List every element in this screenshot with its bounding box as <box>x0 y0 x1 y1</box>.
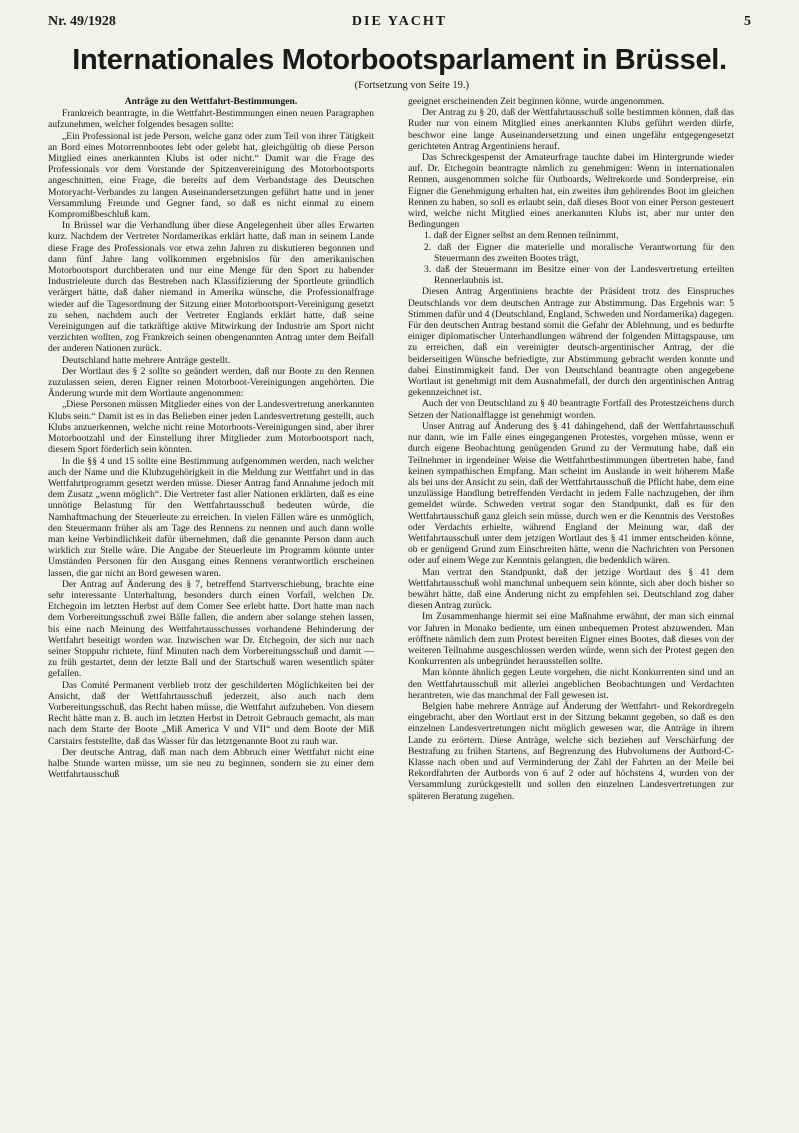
issue-number: Nr. 49/1928 <box>48 14 116 29</box>
paragraph: Frankreich beantragte, in die Wettfahrt-Bestimmungen einen neuen Paragraphen aufzunehmen, welcher folgendes besagen sollte: <box>48 108 374 131</box>
paragraph: Auch der von Deutschland zu § 40 beantragte Fortfall des Protestzeichens durch Setzen der Nationalflagge ist genehmigt worden. <box>408 398 734 421</box>
section-heading: Anträge zu den Wettfahrt-Bestimmungen. <box>124 96 298 107</box>
paragraph: Im Zusammenhange hiermit sei eine Maßnahme erwähnt, der man sich einmal vor Jahren in Monako bediente, um einen unbequemen Protest abzuwenden. Man eröffnete nämlich dem zum Protest bereiten Eigner eines Bootes, daß dieses von der weiteren Teilnahme ausgeschlossen werden würde, wenn sich der Protest gegen den Konkurrenten als unbegründet herausstellen sollte. <box>408 611 734 668</box>
paragraph: Das Comité Permanent verblieb trotz der geschilderten Möglichkeiten bei der Ansicht, daß der Wettfahrtausschuß jederzeit, also auch nach dem Vorbereitungsschuß, das Recht haben müsse, die Wettfahrt aufzuheben. Von diesem Recht hätte man z. B. auch im letzten Herbst in Detroit Gebrauch gemacht, als man nach dem Starte der Boote „Miß America V und VII“ und dem Boote der Miß Carstairs feststellte, daß das Wasser für das letztgenannte Boot zu rauh war. <box>48 679 374 747</box>
magazine-name: DIE YACHT <box>351 14 448 29</box>
paragraph: Der deutsche Antrag, daß man nach dem Abbruch einer Wettfahrt nicht eine halbe Stunde warten müsse, um sie neu zu beginnen, sondern sie zu einer dem Wettfahrtausschuß <box>48 746 374 781</box>
paragraph: „Ein Professional ist jede Person, welche ganz oder zum Teil von ihrer Tätigkeit an Bord eines Motorrennbootes lebt oder gelebt hat, gleichgültig ob diese Person Mitglied eines anerkannten Klubs ist oder nicht.“ Damit war die Frage des Professionals vor dem Vorstande der Spitzenvereinigung des Motorbootsports angeschnitten, eine Frage, die bereits auf dem Verbandstage des Deutschen Motoryacht-Verbandes zu langen Auseinandersetzungen geführt hatte und in jener Versammlung Freunde und Gegner fand, so daß es nicht einmal zu einem Kompromißbeschluß kam. <box>48 130 374 221</box>
page-number: 5 <box>744 14 751 29</box>
paragraph: Der Wortlaut des § 2 sollte so geändert werden, daß nur Boote zu den Rennen zuzulassen seien, deren Eigner reinen Motorboot-Vereinigungen angehörten. Die Änderung wurde mit dem Wortlaute angenommen: <box>48 365 374 400</box>
list-item: 2. daß der Eigner die materielle und moralische Verantwortung für den Steuermann des zweiten Bootes trägt, <box>424 241 734 264</box>
continuation-note: (Fortsetzung von Seite 19.) <box>354 80 469 91</box>
paragraph: Der Antrag zu § 20, daß der Wettfahrtausschuß solle bestimmen können, daß das Ruder nur von einem Mitglied eines anerkannten Klubs geführt werden dürfe, beschwor eine lange Auseinandersetzung und einen ungefähr entgegengesetzt gerichteten Antrag Argentiniens herauf. <box>408 107 734 152</box>
paragraph: Der Antrag auf Änderung des § 7, betreffend Startverschiebung, brachte eine sehr interessante Unterhaltung, besonders durch einen Vorfall, welchen Dr. Etchegoin im letzten Herbst auf dem Comer See erlebt hatte. Dort hatte man nach dem Vorbereitungsschuß zwei Bälle fallen, die andern aber solange stehen lassen, bis eine nach Meinung des Wettfahrtausschusses vorhandene Behinderung der Wettfahrt beseitigt worden war. Inzwischen war Dr. Etchegoin, der sich nur nach seiner Stoppuhr richtete, fünf Minuten nach dem Vorbereitungsschuß und damit — zu früh gestartet, denn der letzte Ball und der Startschuß waren wesentlich später gefallen. <box>48 578 374 680</box>
article-title: Internationales Motorbootsparlament in Brüssel. <box>72 44 727 76</box>
paragraph: Belgien habe mehrere Anträge auf Änderung der Wettfahrt- und Rekordregeln eingebracht, aber den Wortlaut erst in der Sitzung bekannt gegeben, so daß es den einzelnen Landesvertretungen nicht möglich gewesen war, die Anträge in ihrem Lande zu erörtern. Diese Anträge, welche sich beziehen auf Verschärfung der Bestrafung zu frühen Startens, auf Begrenzung des Hubvolumens der Autbord-C-Klasse nach oben und auf Verminderung der Zahl der Fahrten an der Meile bei Rekordfahrten der Autbords von 6 auf 2 oder auf höchstens 4, wurden von der Versammlung zurückgestellt und sollen den einzelnen Landesvertretungen zur späteren Beratung zugehen. <box>408 700 734 802</box>
list-item: 1. daß der Eigner selbst an dem Rennen teilnimmt, <box>424 230 619 242</box>
list-item: 3. daß der Steuermann im Besitze einer von der Landesvertretung erteilten Rennerlaubnis ist. <box>424 264 734 287</box>
right-column <box>408 96 734 802</box>
paragraph: Das Schreckgespenst der Amateurfrage tauchte dabei im Hintergrunde wieder auf. Dr. Etchegoin beantragte nämlich zu genehmigen: Wenn in internationalen Rennen, ausgenommen solche für Outboards, Weltrekorde und Sonderpreise, ein Eigner die Genehmigung erhalten hat, ein zweites ihm gehörendes Boot im gleichen Rennen zu haben, so soll es erlaubt sein, daß dieses Boot von einer Person gesteuert wird, welche nicht Mitglied eines anerkannten Klubs ist, aber nur unter den Bedingungen <box>408 152 734 231</box>
paragraph: In Brüssel war die Verhandlung über diese Angelegenheit über alles Erwarten kurz. Nachdem der Vertreter Nordamerikas erklärt hatte, daß man in seinem Lande diese Frage des Professionals vor etwa zehn Jahren zu diskutieren begonnen und dann fünf Jahre lang vollkommen ergebnislos für den amerikanischen Motorbootsport durchberaten und nur eine Menge für den Sport zu habender Industrieleute durch das Bestreben nach Klassifizierung der Sportleute gründlich verärgert hätte, daß daher niemand in Amerika wünsche, die Professionalfrage wieder auf die Tagesordnung der Sitzung einer Motorbootsport-Vereinigung gesetzt zu sehen, nachdem auch der Vertreter Englands erklärt hatte, daß seine Vereinigungen auf die tatkräftige aktive Mitwirkung der Industrie am Sport nicht verzichten wollten, zog Frankreich seinen obengenannten Antrag unter dem Beifall der anderen Nationen zurück. <box>48 220 374 355</box>
paragraph: Unser Antrag auf Änderung des § 41 dahingehend, daß der Wettfahrtausschuß nur dann, wie im Falle eines eingegangenen Protestes, vorgehen müsse, wenn er durch eigene Beobachtung genügenden Grund zu der Vermutung habe, daß ein Teilnehmer in irgendeiner Weise die Wettfahrtbestimmungen übertreten habe, fand keinen sympathischen Empfang. Man scheint im Auslande in weit höherem Maße als bei uns der Ansicht zu sein, daß der Wettfahrtausschuß die Pflicht habe, dem eine unzulässige Handlung betreffenden Verdacht in jedem Falle nachzugehen, der ihm gemeldet würde. Schweden vertrat sogar den Standpunkt, daß es für den Wettfahrtausschuß ganz gleich sein müsse, durch wen er die Kenntnis des Verstoßes oder Verdachts erhielte, während England der Meinung war, daß der Wettfahrtausschuß unter dem jetzigen Wortlaut des § 41 immer entscheiden könne, ob er genügend Grund zum Einschreiten hätte, wenn die Nachrichten von Personen oder auf einem Wege zur Kenntnis gelangten, die bedenklich wären. <box>408 420 734 567</box>
paragraph: In die §§ 4 und 15 sollte eine Bestimmung aufgenommen werden, nach welcher auch der Name und die Klubzugehörigkeit in die Meldung zur Wettfahrt und in das Wettfahrtprogramm gesetzt werden müsse. Dieser Antrag fand Annahme jedoch mit dem Zusatz „wenn möglich“. Die Vertreter fast aller Nationen erklärten, daß es eine unnötige Belastung für den Wettfahrtausschuß bedeuten würde, die Namhaftmachung der Steuerleute zu erreichen. In vielen Fällen wäre es unmöglich, den Steuermann früher als am Tage des Rennens zu nennen und auch dann wolle man keine Verbindlichkeit dafür übernehmen, daß die genannte Person dann auch wirklich zur Stelle wäre. Die Angabe der Steuerleute im Programm könnte unter Umständen Personen für den Ausgang eines Rennens verantwortlich erscheinen lassen, die gar nicht an Bord gewesen waren. <box>48 455 374 579</box>
paragraph: „Diese Personen müssen Mitglieder eines von der Landesvertretung anerkannten Klubs sein.“ Damit ist es in das Belieben einer jeden Landesvertretung gestellt, auch Klubs anzuerkennen, welche nicht reine Motorboots-Vereinigungen sind, aber ihrer Motorbootzahl und der Einstellung ihrer Mitglieder zum Motorbootsport nach, diesem Sport förderlich sein könnten. <box>48 399 374 456</box>
paragraph: geeignet erscheinenden Zeit beginnen könne, wurde angenommen. <box>408 96 665 107</box>
conditions-list <box>408 230 734 286</box>
paragraph: Deutschland hatte mehrere Anträge gestellt. <box>62 354 231 366</box>
paragraph: Man vertrat den Standpunkt, daß der jetzige Wortlaut des § 41 dem Wettfahrtausschuß wohl manchmal unbequem sein könnte, sich aber doch bisher so bewährt hätte, daß eine Änderung nicht zu empfehlen sei. Deutschland zog daher diesen Antrag zurück. <box>408 566 734 612</box>
left-column <box>48 96 374 780</box>
paragraph: Man könnte ähnlich gegen Leute vorgehen, die nicht Konkurrenten sind und an den Wettfahrtausschuß mit allerlei angeblichen Beobachtungen und Verdachten herantreten, wie das manchmal der Fall gewesen ist. <box>408 667 734 701</box>
paragraph: Diesen Antrag Argentiniens brachte der Präsident trotz des Einspruches Deutschlands vor dem deutschen Antrage zur Abstimmung. Das Ergebnis war: 5 Stimmen dafür und 4 (Deutschland, England, Schweden und Nordamerika) dagegen. Für den deutschen Antrag bestand somit die Gefahr der Ablehnung, und es bedurfte einiger diplomatischer Unterhandlungen während der folgenden Mittagspause, um zu erreichen, daß ein vereinigter deutsch-argentinischer Antrag, der die beiderseitigen Wünsche befriedigte, zur Abstimmung gebracht werden konnte und dabei Einstimmigkeit fand. Der von Deutschland beantragte oben angegebene Wortlaut ist genehmigt mit dem Ausnahmefall, der durch den argentinischen Antrag gekennzeichnet ist. <box>408 286 734 399</box>
page-header <box>48 14 751 34</box>
